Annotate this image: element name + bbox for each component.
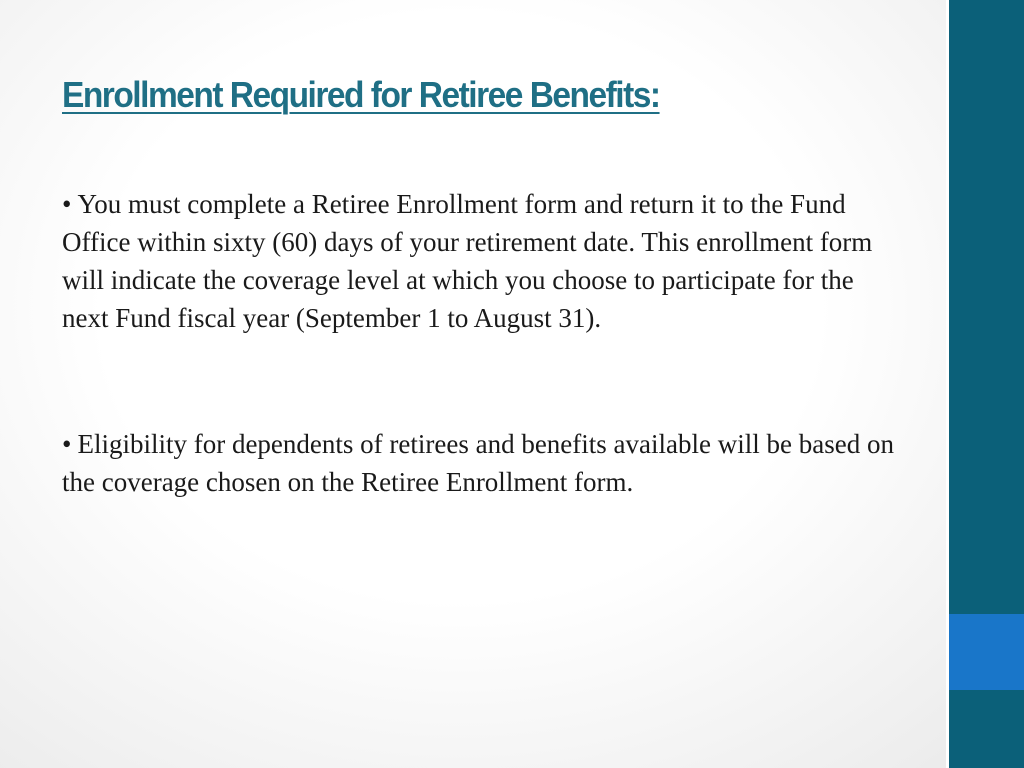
bullet-icon: • <box>62 189 72 219</box>
bullet-text: You must complete a Retiree Enrollment form and return it to the Fund Office within sixty (60) days of your retirement date. This enrollment form will indicate the coverage level at which you choose to participate for the next Fund fiscal year (September 1 to August 31). <box>62 189 873 333</box>
slide-title: Enrollment Required for Retiree Benefits: <box>62 74 660 115</box>
bullet-icon: • <box>62 429 72 459</box>
decorative-side-accent <box>949 614 1024 690</box>
decorative-side-bar <box>946 0 1024 768</box>
bullet-item-eligibility <box>62 425 902 501</box>
bullet-text: Eligibility for dependents of retirees and benefits available will be based on the coverage chosen on the Retiree Enrollment form. <box>62 429 894 497</box>
bullet-item-enrollment-form <box>62 185 902 337</box>
